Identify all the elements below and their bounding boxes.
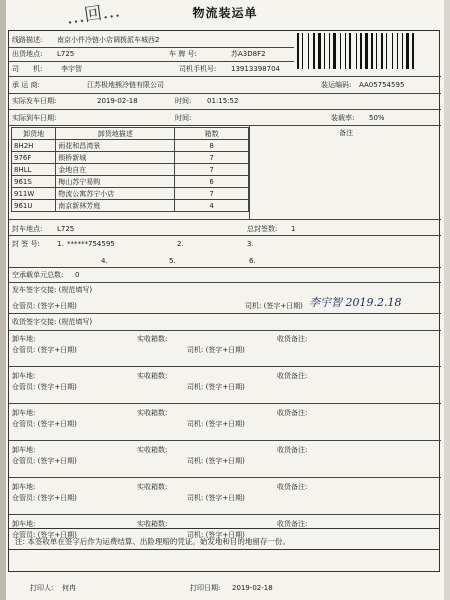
- cell-site: 976F: [12, 152, 56, 164]
- unload-keeper-sign: 仓管员: (签字+日期): [12, 383, 77, 391]
- loadrate-label: 装载率:: [331, 114, 355, 122]
- remark-header: 备注: [339, 129, 353, 137]
- barcode-bar: [360, 33, 362, 69]
- barcode-bar: [352, 33, 355, 69]
- received-boxes-label: 实收箱数:: [137, 483, 168, 491]
- unload-driver-sign: 司机: (签字+日期): [187, 383, 245, 391]
- barcode-bar: [356, 33, 357, 69]
- cell-boxes: 6: [175, 176, 249, 188]
- arrive-time-label: 时间:: [175, 114, 192, 122]
- barcode-bar: [308, 33, 309, 69]
- unload-site-label: 卸车地:: [12, 446, 36, 454]
- received-remark-label: 收货备注:: [277, 520, 308, 528]
- barcode-bar: [310, 33, 312, 69]
- barcode-bar: [392, 33, 393, 69]
- barcode-bar: [410, 33, 411, 69]
- barcode-bar: [412, 33, 414, 69]
- depart-sign-label: 发车签字交接: (规范填写): [12, 286, 93, 294]
- phone-value: 13913398704: [231, 65, 280, 73]
- barcode-bar: [394, 33, 396, 69]
- barcode-bar: [342, 33, 344, 69]
- barcode-bar: [333, 33, 336, 69]
- receive-sign-label: 收货签字交接: (规范填写): [12, 318, 93, 326]
- cell-desc: 锁桥新城: [56, 152, 175, 164]
- received-boxes-label: 实收箱数:: [137, 335, 168, 343]
- depart-driver-sign: 司机: (签字+日期): [245, 302, 303, 310]
- note-box: [8, 528, 440, 572]
- barcode-bar: [406, 33, 409, 69]
- cell-boxes: 4: [175, 200, 249, 212]
- barcode-bar: [340, 33, 341, 69]
- unload-site-label: 卸车地:: [12, 409, 36, 417]
- barcode-bar: [300, 33, 301, 69]
- driver-label: 司 机:: [12, 65, 43, 73]
- barcode-bar: [369, 33, 370, 69]
- barcode-bar: [371, 33, 373, 69]
- seal-no-1-value: ******754595: [67, 240, 115, 248]
- barcode-bar: [378, 33, 380, 69]
- barcode-bar: [337, 33, 339, 69]
- cell-boxes: 7: [175, 164, 249, 176]
- received-remark-label: 收货备注:: [277, 483, 308, 491]
- col-unload-site: 卸货地: [12, 128, 56, 140]
- block-divider: [9, 366, 441, 367]
- block-divider: [9, 514, 441, 515]
- empty-units-value: 0: [75, 271, 80, 279]
- seal-no-5-index: 5.: [169, 257, 176, 265]
- carrier-value: 江苏极地熊冷链有限公司: [87, 81, 164, 89]
- plate-label: 车 牌 号:: [169, 50, 197, 58]
- cell-desc: 梅山苏宁易购: [56, 176, 175, 188]
- col-boxes: 箱数: [175, 128, 249, 140]
- table-row: [12, 140, 249, 152]
- printer-label: 打印人:: [30, 584, 54, 592]
- barcode-bar: [326, 33, 328, 69]
- received-remark-label: 收货备注:: [277, 446, 308, 454]
- barcode-bar: [363, 33, 364, 69]
- route-value: 南京小件冷链小店调拨派车城西2: [57, 36, 160, 44]
- goods-header-row: [12, 128, 249, 140]
- seal-no-6-index: 6.: [249, 257, 256, 265]
- cell-site: 8HLL: [12, 164, 56, 176]
- barcode-bar: [329, 33, 330, 69]
- plate-value: 苏A3D8F2: [231, 50, 266, 58]
- barcode-bar: [374, 33, 375, 69]
- barcode-bar: [349, 33, 351, 69]
- footer-note: 注: 本签收单在签字后作为运费结算、出险理赔的凭证。始发地和目的地留存一份。: [15, 537, 290, 546]
- unload-driver-sign: 司机: (签字+日期): [187, 457, 245, 465]
- barcode-bar: [331, 33, 332, 69]
- seal-point-label: 封车地点:: [12, 225, 43, 233]
- waybill-form: [8, 30, 440, 550]
- origin-value: L725: [57, 50, 75, 58]
- cell-desc: 雨花和昌湾景: [56, 140, 175, 152]
- depart-time-value: 01:15:52: [207, 97, 239, 105]
- received-boxes-label: 实收箱数:: [137, 409, 168, 417]
- barcode-bar: [381, 33, 383, 69]
- print-date-value: 2019-02-18: [232, 584, 273, 592]
- barcode-bar: [322, 33, 323, 69]
- unload-site-label: 卸车地:: [12, 372, 36, 380]
- unload-keeper-sign: 仓管员: (签字+日期): [12, 494, 77, 502]
- cell-site: 911W: [12, 188, 56, 200]
- unload-driver-sign: 司机: (签字+日期): [187, 531, 245, 539]
- barcode-bar: [404, 33, 405, 69]
- barcode-bar: [386, 33, 387, 69]
- unload-keeper-sign: 仓管员: (签字+日期): [12, 531, 77, 539]
- seal-point-value: L725: [57, 225, 75, 233]
- unload-site-label: 卸车地:: [12, 335, 36, 343]
- depart-date-label: 实际发车日期:: [12, 97, 57, 105]
- handwritten-scribble: …回…: [65, 0, 122, 29]
- driver-signature: 李宇智 2019.2.18: [309, 296, 402, 309]
- table-row: [12, 200, 249, 212]
- cell-desc: 物流公寓苏宁小店: [56, 188, 175, 200]
- cell-desc: 南京新林芳庭: [56, 200, 175, 212]
- block-divider: [9, 477, 441, 478]
- barcode-bar: [376, 33, 377, 69]
- barcode-bar: [402, 33, 403, 69]
- barcode-bar: [347, 33, 348, 69]
- barcode: [297, 33, 437, 69]
- loadno-value: AA05754595: [359, 81, 405, 89]
- received-boxes-label: 实收箱数:: [137, 446, 168, 454]
- barcode-bar: [318, 33, 321, 69]
- seal-no-2-index: 2.: [177, 240, 184, 248]
- received-remark-label: 收货备注:: [277, 335, 308, 343]
- waybill-sheet: [6, 0, 444, 600]
- table-row: [12, 152, 249, 164]
- depart-time-label: 时间:: [175, 97, 192, 105]
- barcode-bar: [384, 33, 385, 69]
- received-remark-label: 收货备注:: [277, 409, 308, 417]
- barcode-bar: [397, 33, 398, 69]
- barcode-bar: [388, 33, 391, 69]
- received-remark-label: 收货备注:: [277, 372, 308, 380]
- unload-keeper-sign: 仓管员: (签字+日期): [12, 420, 77, 428]
- driver-value: 李宇智: [61, 65, 82, 73]
- barcode-bar: [302, 33, 303, 69]
- barcode-bar: [316, 33, 317, 69]
- seal-no-1-index: 1.: [57, 240, 64, 248]
- barcode-bar: [399, 33, 401, 69]
- cell-site: 961U: [12, 200, 56, 212]
- block-divider: [9, 403, 441, 404]
- goods-table: [11, 127, 249, 212]
- seal-no-3-index: 3.: [247, 240, 254, 248]
- unload-driver-sign: 司机: (签字+日期): [187, 346, 245, 354]
- unload-keeper-sign: 仓管员: (签字+日期): [12, 346, 77, 354]
- seal-no-label: 封 签 号:: [12, 240, 40, 248]
- barcode-bar: [345, 33, 346, 69]
- barcode-bar: [297, 33, 299, 69]
- printer-value: 何冉: [62, 584, 76, 592]
- empty-units-label: 空承载单元总数:: [12, 271, 64, 279]
- depart-date-value: 2019-02-18: [97, 97, 138, 105]
- depart-keeper-sign: 仓管员: (签字+日期): [12, 302, 77, 310]
- seal-total-label: 总封签数:: [247, 225, 278, 233]
- barcode-bar: [365, 33, 368, 69]
- barcode-bar: [313, 33, 315, 69]
- cell-site: 8H2H: [12, 140, 56, 152]
- route-label: 线路描述:: [12, 36, 43, 44]
- phone-label: 司机手机号:: [179, 65, 217, 73]
- document-title: 物流装运单: [192, 6, 258, 20]
- seal-no-4-index: 4.: [101, 257, 108, 265]
- seal-total-value: 1: [291, 225, 296, 233]
- origin-label: 出货地点:: [12, 50, 43, 58]
- received-boxes-label: 实收箱数:: [137, 520, 168, 528]
- table-row: [12, 176, 249, 188]
- unload-keeper-sign: 仓管员: (签字+日期): [12, 457, 77, 465]
- received-boxes-label: 实收箱数:: [137, 372, 168, 380]
- barcode-bar: [324, 33, 325, 69]
- table-row: [12, 164, 249, 176]
- barcode-bar: [304, 33, 307, 69]
- cell-site: 961S: [12, 176, 56, 188]
- print-date-label: 打印日期:: [190, 584, 221, 592]
- unload-driver-sign: 司机: (签字+日期): [187, 494, 245, 502]
- cell-boxes: 7: [175, 188, 249, 200]
- cell-boxes: 7: [175, 152, 249, 164]
- loadrate-value: 50%: [369, 114, 385, 122]
- unload-site-label: 卸车地:: [12, 520, 36, 528]
- cell-boxes: 8: [175, 140, 249, 152]
- col-unload-desc: 卸货地描述: [56, 128, 175, 140]
- table-row: [12, 188, 249, 200]
- unload-site-label: 卸车地:: [12, 483, 36, 491]
- carrier-label: 承 运 商:: [12, 81, 40, 89]
- cell-desc: 金地自在: [56, 164, 175, 176]
- loadno-label: 装运编码:: [321, 81, 352, 89]
- block-divider: [9, 440, 441, 441]
- arrive-date-label: 实际到车日期:: [12, 114, 57, 122]
- unload-driver-sign: 司机: (签字+日期): [187, 420, 245, 428]
- barcode-bar: [358, 33, 359, 69]
